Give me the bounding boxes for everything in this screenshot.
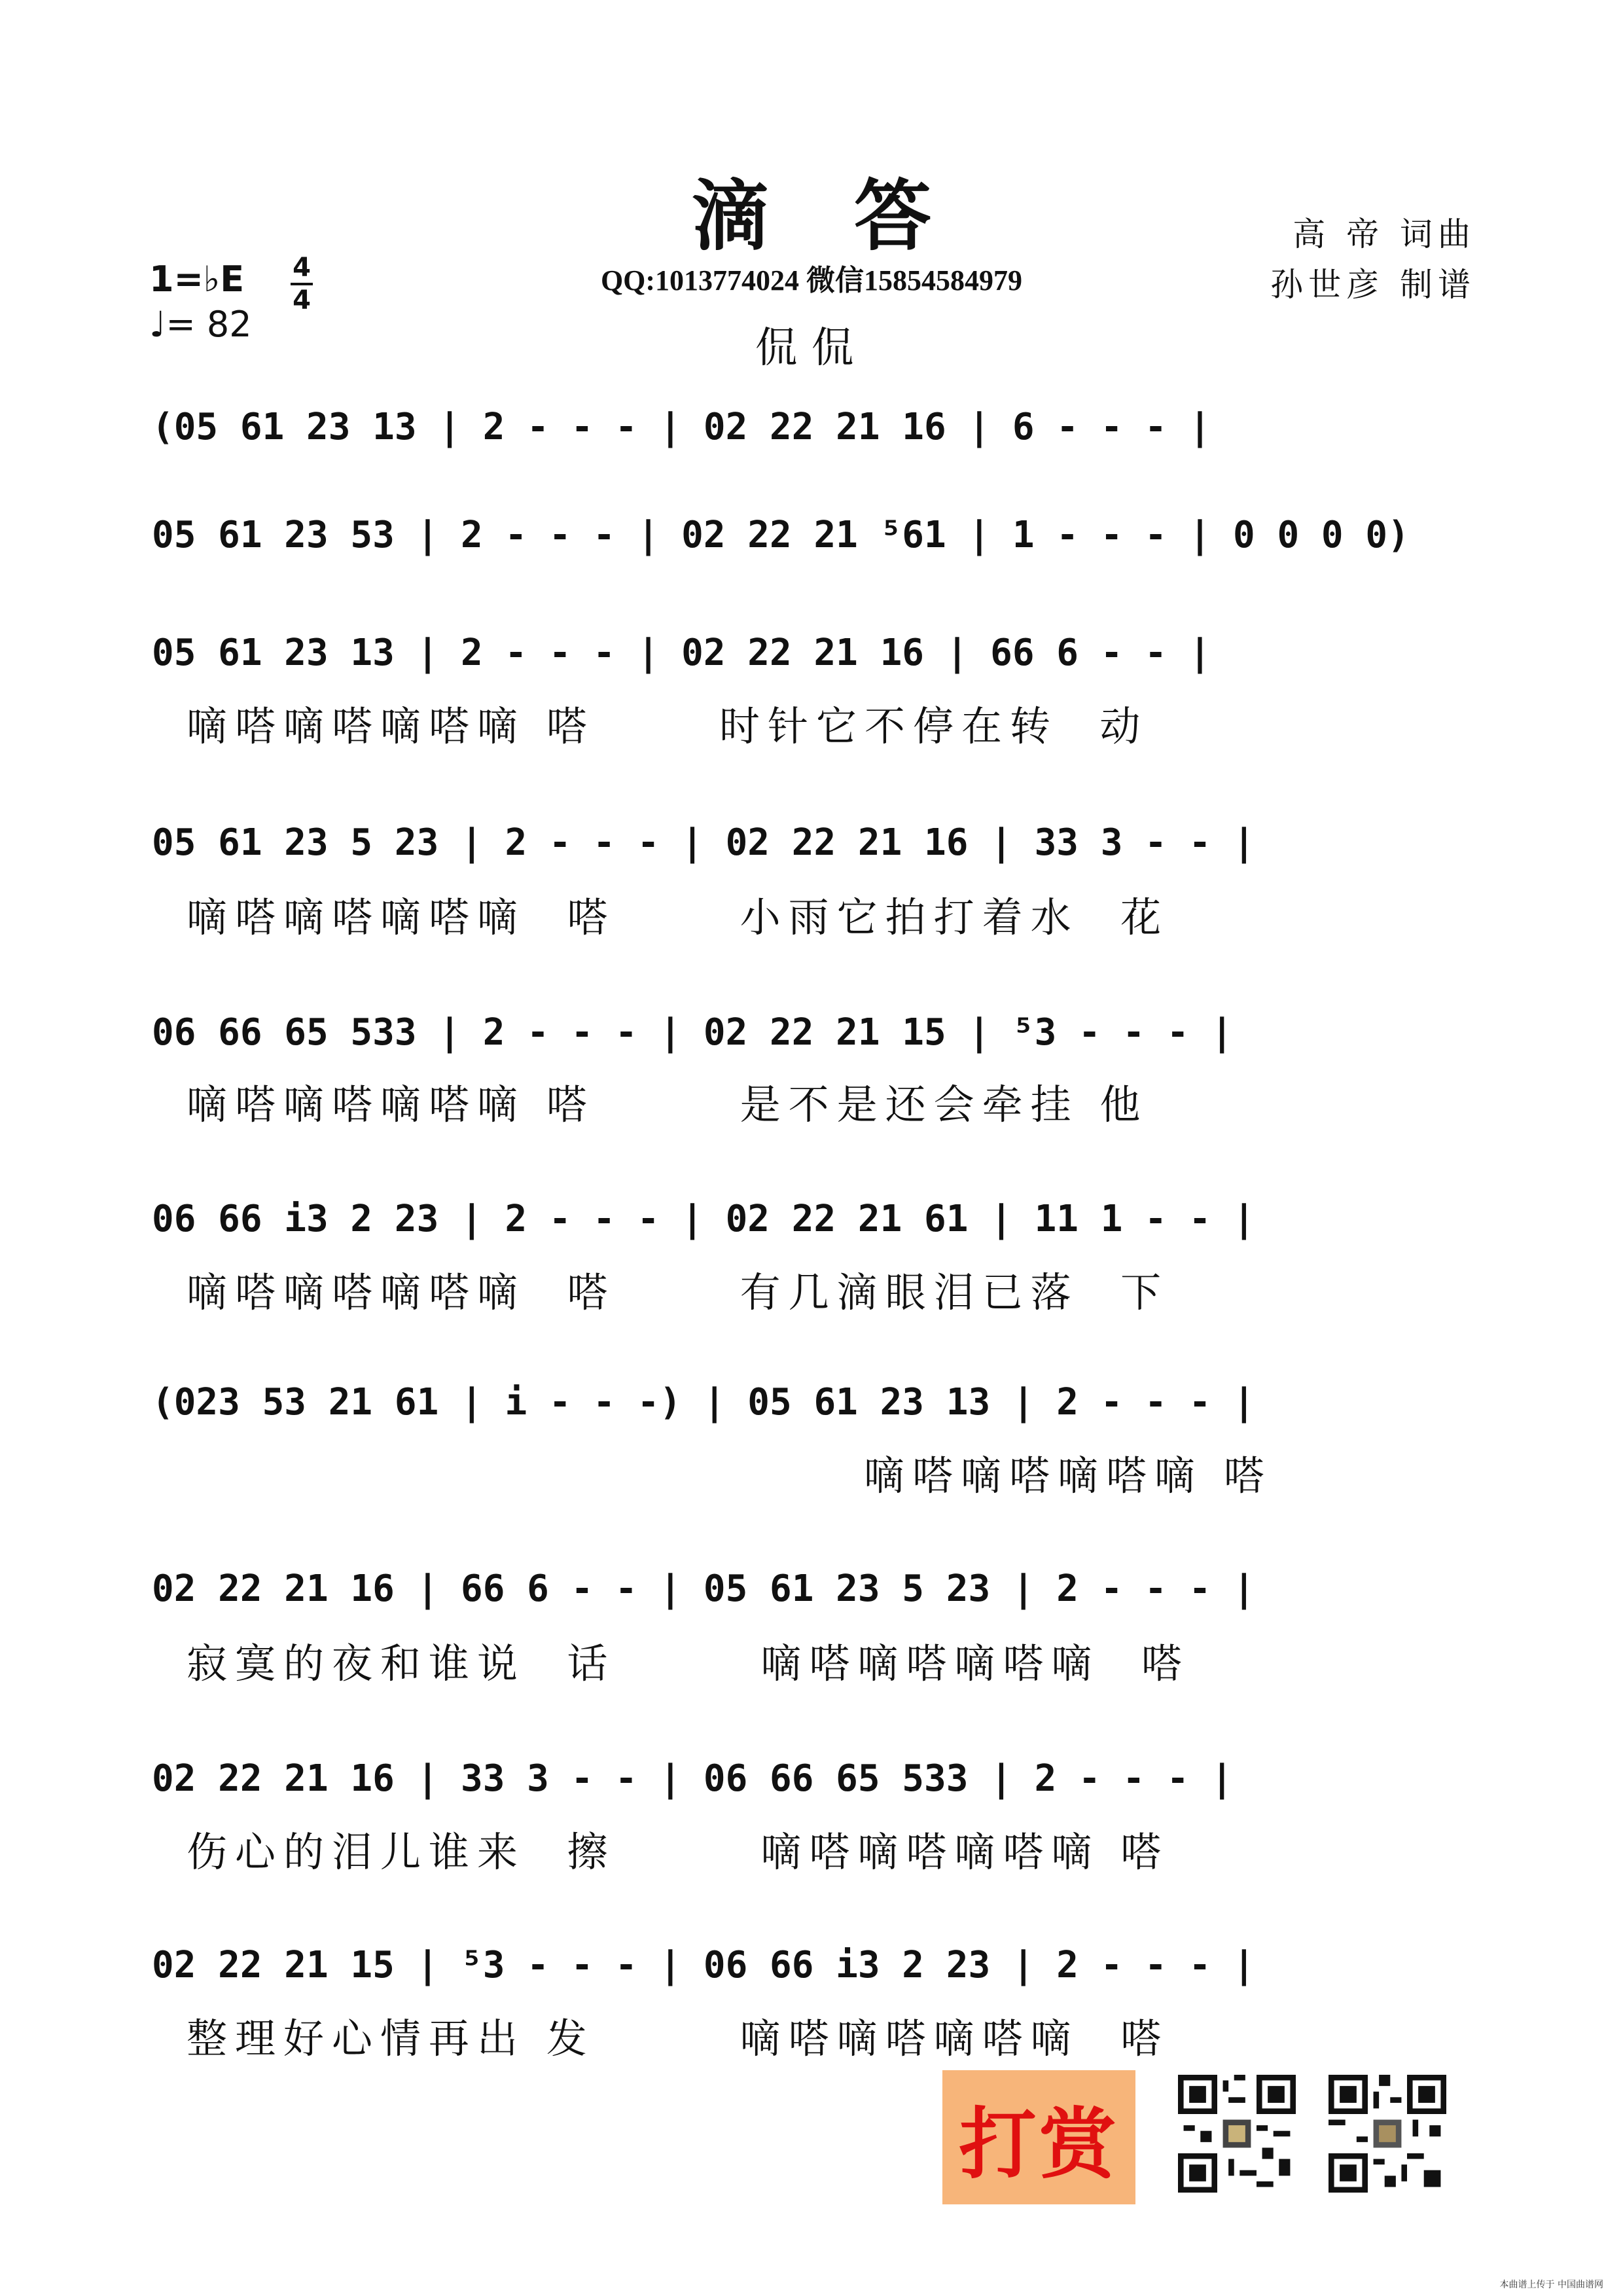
lyricist-composer-credit: 高 帝 词曲	[1293, 215, 1476, 253]
donate-button[interactable]: 打赏	[942, 2070, 1135, 2204]
key-signature: 1=♭E	[149, 259, 245, 300]
notation-row: 02 22 21 16 | 66 6 - - | 05 61 23 5 23 | 2 - - - |	[152, 1568, 1255, 1610]
notation-row: 05 61 23 53 | 2 - - - | 02 22 21 ⁵61 | 1 - - - | 0 0 0 0)	[152, 514, 1410, 556]
song-title: 滴答	[691, 170, 1016, 261]
lyric-row: 寂寞的夜和谁说 话 嘀嗒嘀嗒嘀嗒嘀 嗒	[187, 1640, 1190, 1687]
tempo-marking: ♩= 82	[149, 304, 252, 345]
lyric-row: 嘀嗒嘀嗒嘀嗒嘀 嗒 有几滴眼泪已落 下	[187, 1268, 1169, 1316]
notation-row: 06 66 i3 2 23 | 2 - - - | 02 22 21 61 | 11 1 - - |	[152, 1198, 1255, 1240]
qr-code-icon	[1329, 2075, 1446, 2193]
singer-name: 侃侃	[755, 324, 868, 372]
lyric-row: 伤心的泪儿谁来 擦 嘀嗒嘀嗒嘀嗒嘀 嗒	[187, 1828, 1169, 1876]
lyric-row: 嘀嗒嘀嗒嘀嗒嘀 嗒 小雨它拍打着水 花	[187, 893, 1169, 941]
lyric-row: 嘀嗒嘀嗒嘀嗒嘀 嗒 是不是还会牵挂 他	[187, 1081, 1149, 1128]
arranger-credit: 孙世彦 制谱	[1270, 266, 1476, 304]
qr-code-icon	[1178, 2075, 1296, 2193]
notation-row: 02 22 21 16 | 33 3 - - | 06 66 65 533 | 2 - - - |	[152, 1757, 1234, 1800]
notation-row: (023 53 21 61 | i - - -) | 05 61 23 13 | 2 - - - |	[152, 1381, 1255, 1424]
upload-source-note: 本曲谱上传于 中国曲谱网	[1499, 2280, 1603, 2290]
notation-row: 06 66 65 533 | 2 - - - | 02 22 21 15 | ⁵3 - - - |	[152, 1011, 1234, 1054]
time-signature-top: 4	[293, 253, 311, 283]
lyric-row: 嘀嗒嘀嗒嘀嗒嘀 嗒 时针它不停在转 动	[187, 702, 1149, 750]
notation-row: 02 22 21 15 | ⁵3 - - - | 06 66 i3 2 23 | 2 - - - |	[152, 1944, 1255, 1986]
lyric-row: 整理好心情再出 发 嘀嗒嘀嗒嘀嗒嘀 嗒	[187, 2015, 1169, 2062]
notation-row: (05 61 23 13 | 2 - - - | 02 22 21 16 | 6 - - - |	[152, 406, 1211, 448]
notation-row: 05 61 23 13 | 2 - - - | 02 22 21 16 | 66 6 - - |	[152, 632, 1211, 674]
lyric-row: 嘀嗒嘀嗒嘀嗒嘀 嗒	[864, 1452, 1272, 1499]
notation-row: 05 61 23 5 23 | 2 - - - | 02 22 21 16 | 33 3 - - |	[152, 821, 1255, 864]
time-signature-bottom: 4	[293, 285, 311, 315]
time-signature	[288, 254, 315, 314]
contact-info: QQ:1013774024 微信15854584979	[600, 264, 1023, 296]
